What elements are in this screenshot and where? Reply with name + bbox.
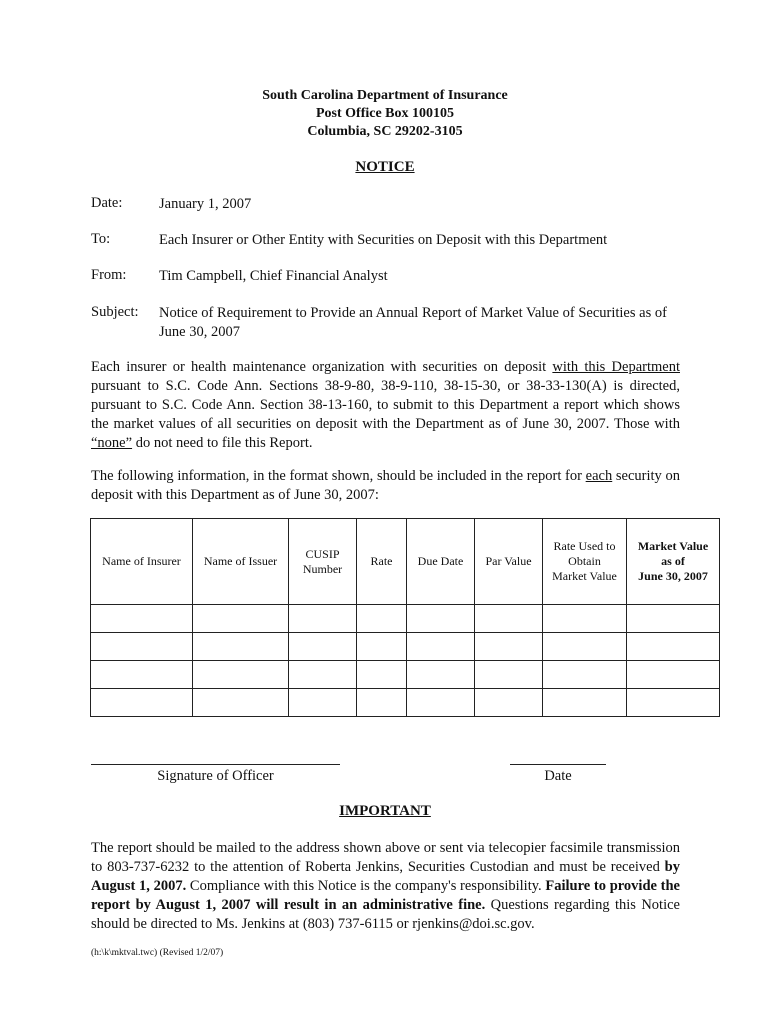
market-value-line-1: Market Value (637, 539, 709, 553)
format-text-a: The following information, in the format shown, should be included in the report for (91, 468, 586, 484)
important-text-c: Compliance with this Notice is the company's responsibility. (186, 878, 546, 894)
table-cell (627, 605, 720, 633)
to-value: Each Insurer or Other Entity with Securities on Deposit with this Department (159, 232, 608, 248)
table-cell (475, 689, 543, 717)
table-cell (357, 661, 407, 689)
directive-text-c: pursuant to S.C. Code Ann. Sections 38-9-80, 38-9-110, 38-15-30, or 38-33-130(A) is directed, pursuant to S.C. Code Ann. Section 38-13-160, to submit to this Department a report which shows the market values of all securities on deposit with the Department as of June 30, 2007. Those with (91, 378, 680, 432)
format-paragraph (91, 467, 680, 505)
header-line-3: Columbia, SC 29202-3105 (307, 124, 463, 139)
from-value: Tim Campbell, Chief Financial Analyst (159, 268, 388, 284)
important-text-a: The report should be mailed to the address shown above or sent via telecopier facsimile transmission to 803-737-6232 to the attention of Roberta Jenkins, Securities Custodian and must be received (91, 840, 680, 875)
directive-text-a: Each insurer or health maintenance organization with securities on deposit (91, 359, 553, 375)
important-paragraph (91, 839, 680, 934)
important-title: IMPORTANT (339, 803, 431, 819)
table-cell (91, 661, 193, 689)
table-cell (407, 661, 475, 689)
rate-used-line-3: Market Value (552, 569, 617, 583)
table-cell (407, 633, 475, 661)
cusip-line-1: CUSIP (305, 546, 340, 561)
table-cell (91, 633, 193, 661)
date-label: Date: (91, 195, 123, 211)
table-cell (91, 689, 193, 717)
table-cell (627, 689, 720, 717)
col-rate-used (543, 519, 627, 605)
important-text-e: Questions regarding this Notice should be directed to Ms. Jenkins at (803) 737-6115 or rjenkins@doi.sc.gov. (91, 897, 680, 932)
date-signature-label: Date (544, 768, 572, 784)
table-cell (407, 605, 475, 633)
table-cell (627, 633, 720, 661)
market-value-line-2: as of (661, 554, 685, 568)
notice-title: NOTICE (355, 159, 415, 175)
table-cell (407, 689, 475, 717)
table-cell (475, 633, 543, 661)
table-cell (193, 633, 289, 661)
directive-paragraph (91, 358, 680, 453)
table-row (91, 689, 720, 717)
table-row (91, 605, 720, 633)
market-value-line-3: June 30, 2007 (638, 569, 708, 583)
table-header-row (91, 519, 720, 605)
from-label: From: (91, 267, 127, 283)
subject-label: Subject: (91, 304, 139, 320)
officer-signature-label: Signature of Officer (157, 768, 274, 784)
table-cell (357, 633, 407, 661)
table-cell (357, 689, 407, 717)
table-cell (91, 605, 193, 633)
subject-value: Notice of Requirement to Provide an Annual Report of Market Value of Securities as of June 30, 2007 (159, 305, 667, 340)
rate-used-line-2: Obtain (568, 554, 601, 568)
col-due-date: Due Date (407, 519, 475, 605)
directive-text-d: “none” (91, 435, 133, 451)
rate-used-line-1: Rate Used to (553, 539, 616, 553)
table-cell (543, 605, 627, 633)
date-value: January 1, 2007 (159, 196, 252, 212)
table-cell (193, 605, 289, 633)
revision-footer: (h:\k\mktval.twc) (Revised 1/2/07) (91, 948, 224, 958)
table-cell (475, 661, 543, 689)
format-text-b: each (585, 468, 613, 484)
header-line-2: Post Office Box 100105 (315, 106, 455, 121)
col-cusip-number (289, 519, 357, 605)
header-line-1: South Carolina Department of Insurance (262, 88, 508, 103)
table-cell (543, 633, 627, 661)
important-text-d: Failure to provide the report by August 1, 2007 will result in an administrative fine. (91, 878, 680, 913)
table-cell (289, 633, 357, 661)
table-cell (289, 689, 357, 717)
to-label: To: (91, 231, 111, 247)
col-name-of-insurer: Name of Insurer (91, 519, 193, 605)
table-row (91, 633, 720, 661)
table-cell (193, 661, 289, 689)
col-name-of-issuer: Name of Issuer (193, 519, 289, 605)
table-cell (475, 605, 543, 633)
directive-text-e: do not need to file this Report. (132, 435, 313, 451)
table-cell (289, 661, 357, 689)
table-row (91, 661, 720, 689)
format-text-c: security on deposit with this Department as of June 30, 2007: (91, 468, 681, 503)
important-text-b: by August 1, 2007. (91, 859, 680, 894)
table-cell (193, 689, 289, 717)
table-cell (543, 689, 627, 717)
date-signature-line (510, 764, 606, 765)
officer-signature-line (91, 764, 340, 765)
table-cell (627, 661, 720, 689)
securities-table (90, 518, 720, 717)
directive-text-b: with this Department (552, 359, 680, 375)
table-cell (289, 605, 357, 633)
col-market-value (627, 519, 720, 605)
col-par-value: Par Value (475, 519, 543, 605)
table-cell (357, 605, 407, 633)
table-cell (543, 661, 627, 689)
cusip-line-2: Number (302, 561, 343, 576)
col-rate: Rate (357, 519, 407, 605)
